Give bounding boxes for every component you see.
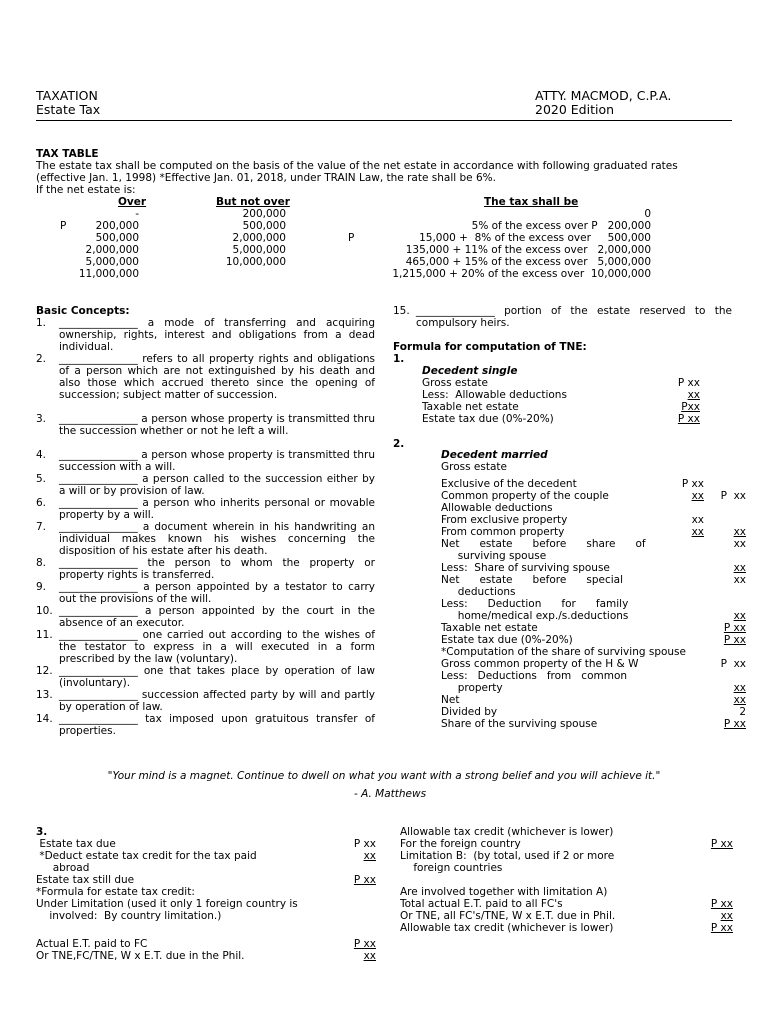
concept-item-11 bbox=[36, 629, 375, 665]
tax-table-row bbox=[36, 268, 732, 280]
concept-item-4 bbox=[36, 449, 375, 473]
concept-text: _______________ a person called to the succession either by a will or by provision of law. bbox=[59, 473, 375, 497]
bracket-tax: 135,000 + 11% of the excess over 2,000,000 bbox=[405, 244, 651, 256]
header-topic: Estate Tax bbox=[36, 102, 101, 117]
formula-label: Taxable net estate bbox=[441, 622, 538, 634]
section3-left-row bbox=[36, 838, 376, 850]
formula-label: Taxable net estate bbox=[422, 401, 519, 413]
concept-item-3 bbox=[36, 413, 375, 437]
tax-table-title: TAX TABLE bbox=[36, 148, 99, 160]
bracket-over: 200,000 bbox=[95, 220, 139, 232]
header-author: ATTY. MACMOD, C.P.A. bbox=[535, 88, 672, 103]
formula-s1-row bbox=[422, 401, 700, 413]
header-subject: TAXATION bbox=[36, 88, 98, 103]
section3-label: Or TNE,FC/TNE, W x E.T. due in the Phil. bbox=[36, 950, 245, 962]
quote-text: "Your mind is a magnet. Continue to dwell on what you want with a strong belief and you will achieve it." bbox=[107, 770, 661, 782]
quote-author: - A. Matthews bbox=[354, 788, 427, 800]
concept-item-14 bbox=[36, 713, 375, 737]
concept-number: 12. bbox=[36, 665, 53, 677]
section3-label: For the foreign country bbox=[400, 838, 521, 850]
concept-number: 5. bbox=[36, 473, 47, 485]
formula-s2-row bbox=[441, 490, 746, 502]
concept-text: _______________ a person whose property is transmitted thru the succession whether or not he left a will. bbox=[59, 413, 375, 437]
formula-label: From common property bbox=[441, 526, 565, 538]
concept-number: 10. bbox=[36, 605, 53, 617]
formula-amount-col2: P xx bbox=[720, 658, 746, 670]
section3-amount: P xx bbox=[710, 838, 733, 850]
concept-text: _______________ a document wherein in his handwriting an individual makes known his wishes concerning the disposition of his estate after his death. bbox=[59, 521, 375, 557]
formula-label: Less: Allowable deductions bbox=[422, 389, 567, 401]
concept-text: _______________ succession affected party by will and partly by operation of law. bbox=[59, 689, 375, 713]
col-over-header: Over bbox=[118, 196, 147, 208]
formula-amount-col2: xx bbox=[733, 538, 746, 550]
formula-s2-row bbox=[441, 658, 746, 670]
concept-item-5 bbox=[36, 473, 375, 497]
formula-s2-gross: Gross estate bbox=[441, 461, 507, 473]
concept-item-1 bbox=[36, 317, 375, 353]
concept-item-7 bbox=[36, 521, 375, 557]
formula-label: Allowable deductions bbox=[441, 502, 553, 514]
concept-number: 15. bbox=[393, 305, 410, 317]
bracket-over: 11,000,000 bbox=[78, 268, 139, 280]
formula-amount-col2: xx bbox=[733, 562, 746, 574]
section3-right-row bbox=[400, 862, 733, 874]
concept-number: 1. bbox=[36, 317, 47, 329]
concept-item-2 bbox=[36, 353, 375, 401]
concept-text: _______________ refers to all property rights and obligations of a person which are not extinguished by his death and also those which accrued thereto since the opening of succession; subject matter of succession. bbox=[59, 353, 375, 401]
concept-item-6 bbox=[36, 497, 375, 521]
section3-label: *Formula for estate tax credit: bbox=[36, 886, 195, 898]
concept-number: 7. bbox=[36, 521, 47, 533]
section3-left-row bbox=[36, 898, 376, 910]
header-rule bbox=[36, 120, 732, 121]
concept-text: _______________ one that takes place by operation of law (involuntary). bbox=[59, 665, 375, 689]
formula-s2-row bbox=[441, 478, 746, 490]
formula-s2-row bbox=[441, 646, 746, 658]
concept-number: 9. bbox=[36, 581, 47, 593]
section3-amount: P xx bbox=[353, 838, 376, 850]
formula-amount: P xx bbox=[677, 413, 700, 425]
section3-amount: P xx bbox=[710, 898, 733, 910]
tax-table-row bbox=[36, 220, 732, 232]
section3-number: 3. bbox=[36, 826, 48, 838]
tax-table-row bbox=[36, 244, 732, 256]
concept-text: _______________ one carried out according to the wishes of the testator to express in a will executed in a form prescribed by the law (voluntary). bbox=[59, 629, 375, 665]
formula-amount-col2: xx bbox=[733, 682, 746, 694]
formula-label: home/medical exp./s.deductions bbox=[441, 610, 629, 622]
formula-label: Estate tax due (0%-20%) bbox=[441, 634, 573, 646]
formula-s2-row bbox=[441, 622, 746, 634]
formula-s2-row bbox=[441, 598, 746, 610]
formula-s2-title: Decedent married bbox=[441, 449, 548, 461]
bracket-not-over: 500,000 bbox=[242, 220, 286, 232]
formula-s2-row bbox=[441, 634, 746, 646]
concept-item-12 bbox=[36, 665, 375, 689]
formula-label: Exclusive of the decedent bbox=[441, 478, 577, 490]
bracket-currency: P bbox=[60, 220, 67, 232]
bracket-not-over: 2,000,000 bbox=[232, 232, 286, 244]
bracket-not-over: 5,000,000 bbox=[232, 244, 286, 256]
formula-amount-col2: xx bbox=[733, 610, 746, 622]
formula-amount-col1: P xx bbox=[681, 478, 704, 490]
formula-title: Formula for computation of TNE: bbox=[393, 341, 587, 353]
formula-s2-row bbox=[441, 610, 746, 622]
section3-left-row bbox=[36, 910, 376, 922]
formula-label: Gross common property of the H & W bbox=[441, 658, 639, 670]
concept-text: _______________ a person whose property is transmitted thru succession with a will. bbox=[59, 449, 375, 473]
formula-amount-col1: xx bbox=[691, 514, 704, 526]
section3-amount: xx bbox=[363, 950, 376, 962]
concept-number: 8. bbox=[36, 557, 47, 569]
section3-label: Under Limitation (used it only 1 foreign country is bbox=[36, 898, 298, 910]
formula-amount-col2: 2 bbox=[739, 706, 746, 718]
formula-amount-col2: P xx bbox=[723, 718, 746, 730]
formula-s2-row bbox=[441, 694, 746, 706]
section3-amount: xx bbox=[363, 850, 376, 862]
tax-table-row bbox=[36, 208, 732, 220]
concept-item-8 bbox=[36, 557, 375, 581]
concept-text: _______________ the person to whom the property or property rights is transferred. bbox=[59, 557, 375, 581]
section3-label: Estate tax still due bbox=[36, 874, 135, 886]
formula-s2-row bbox=[441, 526, 746, 538]
bracket-over: 2,000,000 bbox=[85, 244, 139, 256]
concept-item-15 bbox=[393, 305, 732, 329]
section3-right-row bbox=[400, 886, 733, 898]
formula-label: From exclusive property bbox=[441, 514, 568, 526]
concept-item-13 bbox=[36, 689, 375, 713]
concept-number: 2. bbox=[36, 353, 47, 365]
section3-amount: P xx bbox=[710, 922, 733, 934]
concept-number: 13. bbox=[36, 689, 53, 701]
concept-number: 4. bbox=[36, 449, 47, 461]
formula-label: *Computation of the share of surviving spouse bbox=[441, 646, 686, 658]
concept-text: _______________ a person appointed by the court in the absence of an executor. bbox=[59, 605, 375, 629]
section3-label: involved: By country limitation.) bbox=[36, 910, 222, 922]
formula-s2-row bbox=[441, 706, 746, 718]
bracket-over: - bbox=[135, 208, 139, 220]
formula-label: Net estate before special bbox=[441, 574, 623, 586]
section3-right-row bbox=[400, 874, 733, 886]
bracket-over: 5,000,000 bbox=[85, 256, 139, 268]
section3-left-row bbox=[36, 886, 376, 898]
formula-s2-row bbox=[441, 574, 746, 586]
section3-label: Estate tax due bbox=[36, 838, 116, 850]
tax-table-intro-2: (effective Jan. 1, 1998) *Effective Jan. 01, 2018, under TRAIN Law, the rate shall be 6%. bbox=[36, 172, 496, 184]
formula-amount-col2: P xx bbox=[723, 634, 746, 646]
section3-label: *Deduct estate tax credit for the tax paid bbox=[36, 850, 257, 862]
concept-number: 11. bbox=[36, 629, 53, 641]
bracket-tax: 5% of the excess over P 200,000 bbox=[471, 220, 651, 232]
bracket-over: 500,000 bbox=[95, 232, 139, 244]
concept-text: _______________ portion of the estate reserved to the compulsory heirs. bbox=[416, 305, 732, 329]
formula-label: Net bbox=[441, 694, 460, 706]
section3-label: foreign countries bbox=[400, 862, 503, 874]
formula-s2-row bbox=[441, 718, 746, 730]
section3-label: Limitation B: (by total, used if 2 or more bbox=[400, 850, 615, 862]
tax-table-intro-3: If the net estate is: bbox=[36, 184, 136, 196]
formula-s2-row bbox=[441, 682, 746, 694]
formula-amount: xx bbox=[687, 389, 700, 401]
tax-table-row bbox=[36, 232, 732, 244]
formula-amount: P xx bbox=[677, 377, 700, 389]
col-tax-header: The tax shall be bbox=[484, 196, 579, 208]
bracket-tax: 465,000 + 15% of the excess over 5,000,000 bbox=[405, 256, 651, 268]
basic-concepts-title: Basic Concepts: bbox=[36, 305, 130, 317]
tax-table-row bbox=[36, 256, 732, 268]
bracket-tax: 0 bbox=[644, 208, 651, 220]
section3-right-row bbox=[400, 826, 733, 838]
concept-text: _______________ a person who inherits personal or movable property by a will. bbox=[59, 497, 375, 521]
section3-right-row bbox=[400, 838, 733, 850]
formula-amount-col2: xx bbox=[733, 526, 746, 538]
formula-label: Gross estate bbox=[422, 377, 488, 389]
formula-s2-row bbox=[441, 550, 746, 562]
section3-label: Or TNE, all FC's/TNE, W x E.T. due in Phil. bbox=[400, 910, 616, 922]
concept-number: 3. bbox=[36, 413, 47, 425]
section3-amount: xx bbox=[720, 910, 733, 922]
section3-left-row bbox=[36, 850, 376, 862]
section3-amount: P xx bbox=[353, 938, 376, 950]
formula-s2-row bbox=[441, 538, 746, 550]
formula-amount: Pxx bbox=[681, 401, 700, 413]
section3-label: Allowable tax credit (whichever is lower) bbox=[400, 922, 614, 934]
concept-text: _______________ a person appointed by a testator to carry out the provisions of the will. bbox=[59, 581, 375, 605]
formula-s2-row bbox=[441, 562, 746, 574]
concept-item-9 bbox=[36, 581, 375, 605]
formula-label: Estate tax due (0%-20%) bbox=[422, 413, 554, 425]
formula-s2-row bbox=[441, 514, 746, 526]
formula-s1-title: Decedent single bbox=[422, 365, 518, 377]
section3-left-row bbox=[36, 862, 376, 874]
formula-amount-col2: xx bbox=[733, 694, 746, 706]
formula-label: Less: Share of surviving spouse bbox=[441, 562, 610, 574]
formula-s2-number: 2. bbox=[393, 438, 405, 450]
concept-number: 14. bbox=[36, 713, 53, 725]
formula-label: Net estate before share of bbox=[441, 538, 646, 550]
formula-s2-row bbox=[441, 586, 746, 598]
bracket-not-over: 10,000,000 bbox=[225, 256, 286, 268]
formula-s1-number: 1. bbox=[393, 353, 405, 365]
formula-amount-col1: xx bbox=[691, 526, 704, 538]
section3-label: Allowable tax credit (whichever is lower) bbox=[400, 826, 614, 838]
section3-right-row bbox=[400, 922, 733, 934]
section3-label: Actual E.T. paid to FC bbox=[36, 938, 148, 950]
section3-right-row bbox=[400, 910, 733, 922]
formula-s1-row bbox=[422, 377, 700, 389]
bracket-tax: 1,215,000 + 20% of the excess over 10,000,000 bbox=[392, 268, 651, 280]
concept-text: _______________ tax imposed upon gratuitous transfer of properties. bbox=[59, 713, 375, 737]
formula-label: surviving spouse bbox=[441, 550, 547, 562]
section3-right-row bbox=[400, 850, 733, 862]
concept-text: _______________ a mode of transferring and acquiring ownership, rights, interest and obligations from a dead individual. bbox=[59, 317, 375, 353]
formula-label: Divided by bbox=[441, 706, 498, 718]
col-not-over-header: But not over bbox=[216, 196, 290, 208]
section3-left-row bbox=[36, 874, 376, 886]
bracket-tax: 15,000 + 8% of the excess over 500,000 bbox=[419, 232, 651, 244]
tax-table-intro-1: The estate tax shall be computed on the basis of the value of the net estate in accordance with following graduated rates bbox=[36, 160, 678, 172]
formula-label: Common property of the couple bbox=[441, 490, 609, 502]
formula-amount-col2: P xx bbox=[720, 490, 746, 502]
formula-s1-row bbox=[422, 413, 700, 425]
formula-label: Share of the surviving spouse bbox=[441, 718, 598, 730]
concept-number: 6. bbox=[36, 497, 47, 509]
header-edition: 2020 Edition bbox=[535, 102, 615, 117]
formula-label: Less: Deduction for family bbox=[441, 598, 629, 610]
formula-s2-row bbox=[441, 670, 746, 682]
formula-label: deductions bbox=[441, 586, 516, 598]
section3-amount: P xx bbox=[353, 874, 376, 886]
section3-label: abroad bbox=[36, 862, 90, 874]
section3-left-row bbox=[36, 922, 376, 934]
concept-item-10 bbox=[36, 605, 375, 629]
section3-left-row bbox=[36, 950, 376, 962]
bracket-not-over: 200,000 bbox=[242, 208, 286, 220]
section3-right-row bbox=[400, 898, 733, 910]
section3-label: Are involved together with limitation A) bbox=[400, 886, 608, 898]
tax-currency: P bbox=[348, 232, 355, 244]
section3-left-row bbox=[36, 938, 376, 950]
formula-amount-col2: P xx bbox=[723, 622, 746, 634]
formula-amount-col1: xx bbox=[691, 490, 704, 502]
formula-amount-col2: xx bbox=[733, 574, 746, 586]
formula-s2-row bbox=[441, 502, 746, 514]
formula-label: property bbox=[441, 682, 503, 694]
formula-s1-row bbox=[422, 389, 700, 401]
section3-label: Total actual E.T. paid to all FC's bbox=[400, 898, 563, 910]
formula-label: Less: Deductions from common bbox=[441, 670, 628, 682]
